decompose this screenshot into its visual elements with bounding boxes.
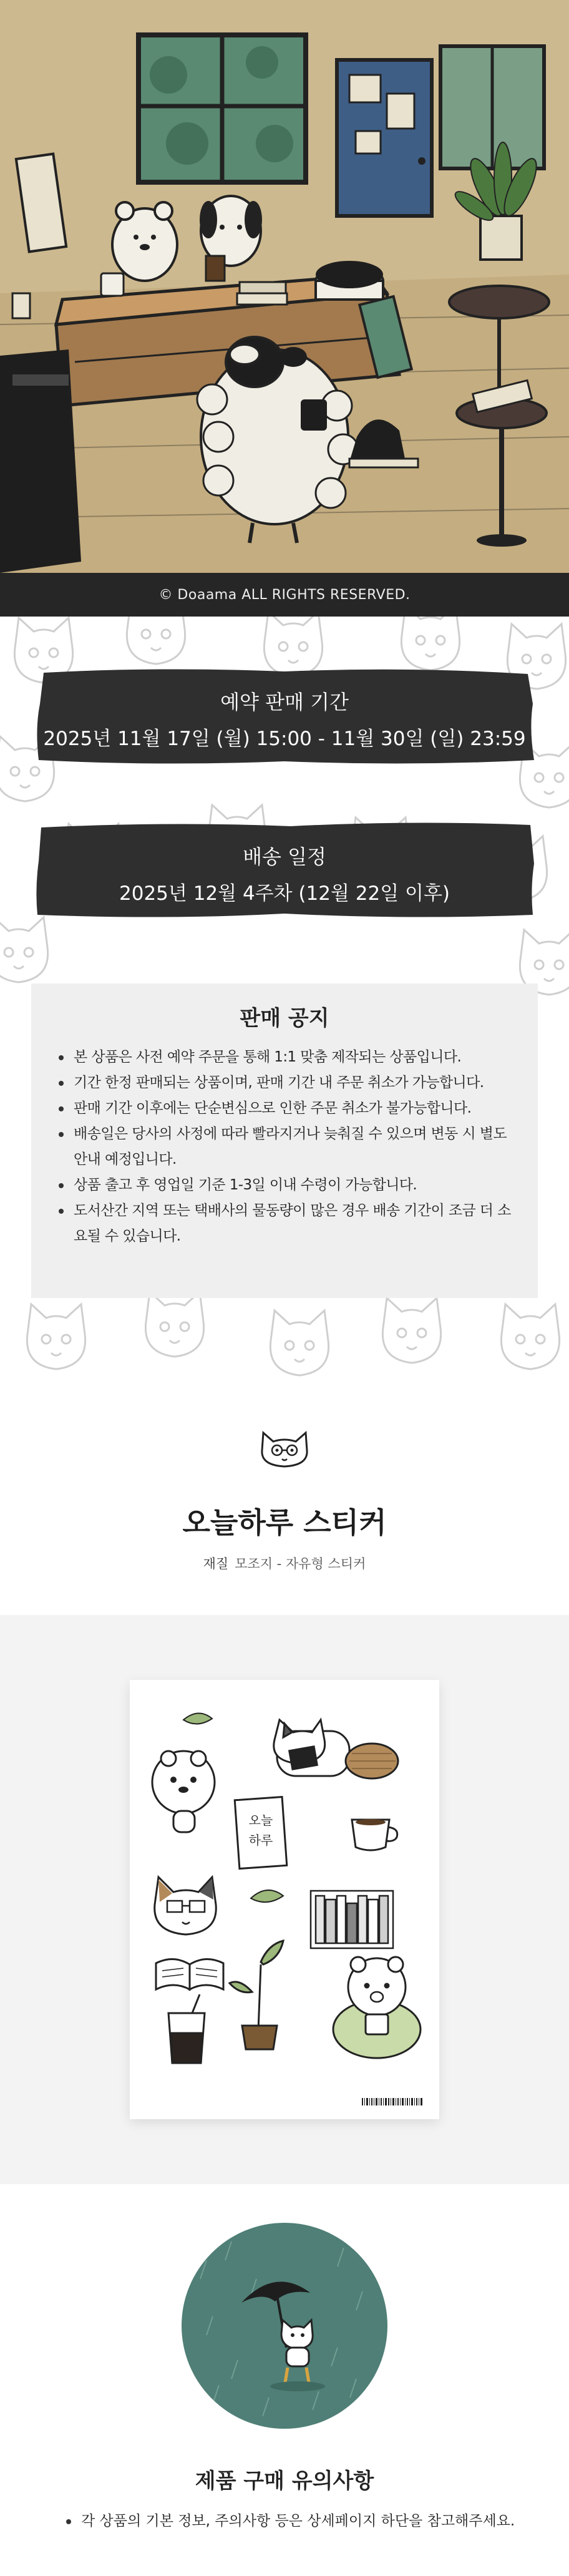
- sales-notice-box: [31, 983, 538, 1298]
- notice-item: 기간 한정 판매되는 상품이며, 판매 기간 내 주문 취소가 가능합니다.: [57, 1070, 519, 1096]
- reservation-banner: [35, 666, 534, 766]
- shipping-title: 배송 일정: [243, 845, 326, 869]
- sticker-sheet-image: [130, 1680, 439, 2119]
- shipping-banner: [35, 820, 534, 920]
- svg-text:오늘: 오늘: [248, 1813, 273, 1828]
- notice-item: 상품 출고 후 영업일 기준 1-3일 이내 수령이 가능합니다.: [57, 1173, 519, 1198]
- notice-title: 판매 공지: [240, 1006, 329, 1031]
- notice-item: 본 상품은 사전 예약 주문을 통해 1:1 맞춤 제작되는 상품입니다.: [57, 1045, 519, 1070]
- notice-item: 판매 기간 이후에는 단순변심으로 인한 주문 취소가 불가능합니다.: [57, 1096, 519, 1121]
- material-label: 재질: [203, 1556, 229, 1571]
- notice-item: 도서산간 지역 또는 택배사의 물동량이 많은 경우 배송 기간이 조금 더 소요될 수 있습니다.: [57, 1198, 519, 1249]
- sticker-sheet-art: [130, 1680, 439, 2119]
- caution-item: 각 상품의 기본 정보, 주의사항 등은 상세페이지 하단을 참고해주세요.: [65, 2509, 539, 2534]
- cat-logo-icon: [257, 1429, 312, 1469]
- product-material: [0, 1554, 569, 1573]
- notice-item: 배송일은 당사의 사정에 따라 빨라지거나 늦춰질 수 있으며 변동 시 별도 안내 예정입니다.: [57, 1121, 519, 1173]
- rainy-cat-circle-image: [182, 2223, 387, 2429]
- reservation-title: 예약 판매 기간: [220, 690, 349, 714]
- copyright-bar: © Doaama ALL RIGHTS RESERVED.: [0, 573, 569, 617]
- product-name: 오늘하루 스티커: [182, 1506, 387, 1539]
- sticker-preview-section: [0, 1615, 569, 2184]
- notice-list: [57, 1045, 519, 1249]
- material-value: 모조지 - 자유형 스티커: [235, 1556, 366, 1571]
- purchase-caution-section: [0, 2184, 569, 2576]
- hero-illustration: [0, 0, 569, 573]
- product-header: [0, 1378, 569, 1615]
- reservation-period: 2025년 11월 17일 (월) 15:00 - 11월 30일 (일) 23:59: [43, 728, 526, 750]
- svg-text:하루: 하루: [248, 1833, 273, 1848]
- shipping-schedule: 2025년 12월 4주차 (12월 22일 이후): [119, 882, 450, 905]
- barcode-icon: [362, 2098, 422, 2105]
- caution-list: [65, 2509, 539, 2534]
- cafe-scene-illustration: [0, 0, 569, 573]
- caution-title: 제품 구매 유의사항: [195, 2469, 374, 2494]
- sales-info-section: [0, 617, 569, 1378]
